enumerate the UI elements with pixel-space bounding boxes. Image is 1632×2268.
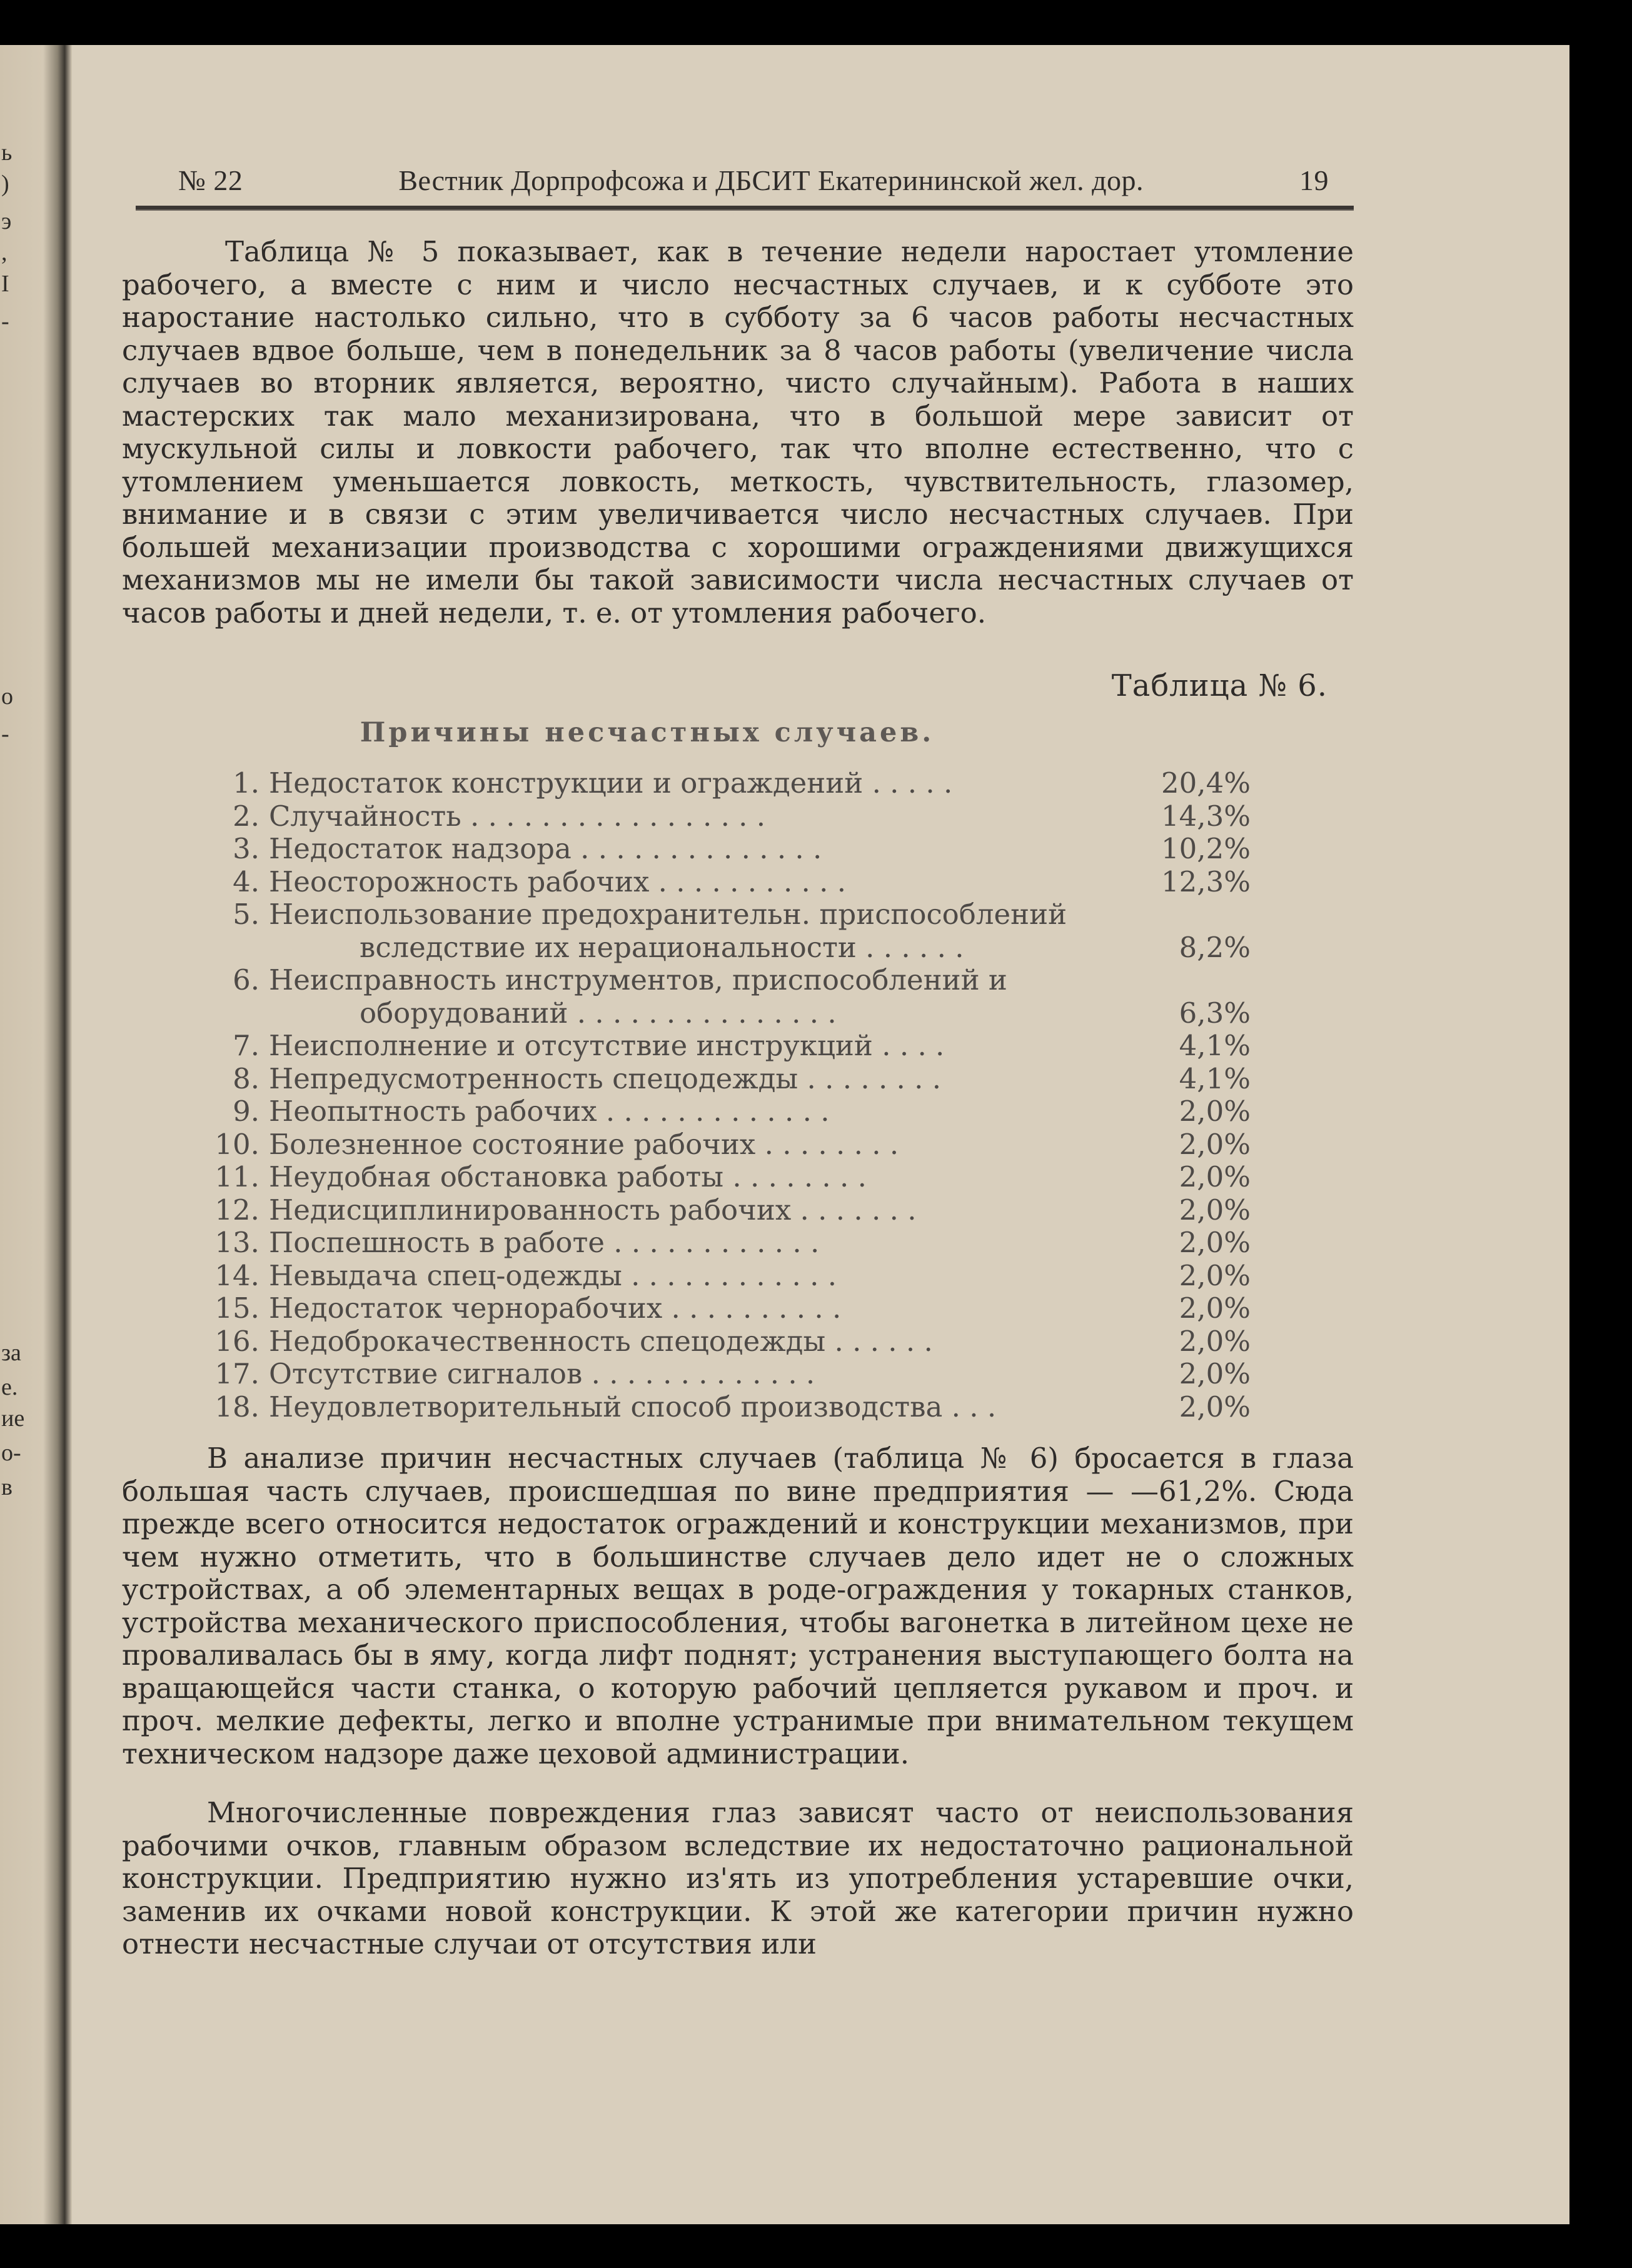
row-number: 17. <box>214 1357 259 1390</box>
previous-page-margin <box>0 45 38 2224</box>
paragraph: В анализе причин несчастных случаев (таблица № 6) бросается в глаза большая часть случаев, происшедшая по вине предприятия — —61,2%. Сюда прежде всего относится недостаток ограждений и конструкции механизмов, при чем нужно отметить, что в большинстве случаев дело идет не о сложных устройствах, а об элементарных вещах в роде-ограждения у токарных станков, устройства механического приспособления, чтобы вагонетка в литейном цехе не проваливалась бы в яму, когда лифт поднят; устранения выступающего болта на вращающейся части станка, о которую рабочий цепляется рукавом и проч. и проч. мелкие дефекты, легко и вполне устранимые при внимательном текущем техническом надзоре даже цеховой администрации. <box>122 1442 1354 1770</box>
row-number: 4. <box>233 865 259 898</box>
running-header <box>122 164 1354 206</box>
row-number: 14. <box>214 1258 259 1292</box>
cause-text: Поспешность в работе . . . . . . . . . . . . <box>269 1226 820 1259</box>
cause-text: Недостаток чернорабочих . . . . . . . . . . <box>269 1292 842 1325</box>
table-row <box>213 767 1251 800</box>
margin-fragment: - <box>1 308 9 334</box>
cause-percent: 8,2% <box>1179 930 1251 964</box>
cause-text: Непредусмотренность спецодежды . . . . . . . . <box>269 1061 942 1095</box>
table-row <box>213 997 1251 1030</box>
cause-percent: 4,1% <box>1179 1061 1251 1095</box>
row-number: 1. <box>233 766 259 800</box>
table-row <box>213 1325 1251 1358</box>
table-row <box>213 1358 1251 1391</box>
cause-percent: 2,0% <box>1179 1226 1251 1259</box>
table-row <box>213 1391 1251 1424</box>
row-number: 3. <box>233 832 259 865</box>
causes-table <box>213 767 1251 1423</box>
cause-percent: 2,0% <box>1179 1292 1251 1325</box>
row-number: 15. <box>214 1292 259 1325</box>
table-row <box>213 1128 1251 1162</box>
cause-percent: 14,3% <box>1161 799 1251 833</box>
margin-fragment: е. <box>1 1374 18 1400</box>
paragraph: Таблица № 5 показывает, как в течение недели наростает утомление рабочего, а вместе с ним и число несчастных случаев, и к субботе это наростание настолько сильно, что в субботу за 6 часов работы несчастных случаев вдвое больше, чем в понедельник за 8 часов работы (увеличение числа случаев во вторник является, вероятно, чисто случайным). Работа в наших мастерских так мало механизирована, что в большой мере зависит от мускульной силы и ловкости рабочего, так что вполне естественно, что с утомлением уменьшается ловкость, меткость, чувствительность, глазомер, внимание и в связи с этим увеличивается число несчастных случаев. При большей механизации производства с хорошими ограждениями движущихся механизмов мы не имели бы такой зависимости числа несчастных случаев от часов работы и дней недели, т. е. от утомления рабочего. <box>122 235 1354 630</box>
margin-fragment: I <box>1 271 9 297</box>
margin-fragment: - <box>1 721 9 747</box>
margin-fragment: ) <box>1 171 9 197</box>
table-row <box>213 1095 1251 1128</box>
margin-fragment: э <box>1 208 12 234</box>
table-row <box>213 1030 1251 1063</box>
cause-percent: 2,0% <box>1179 1258 1251 1292</box>
cause-text: Неисправность инструментов, приспособлений и <box>269 963 1007 996</box>
cause-percent: 6,3% <box>1179 996 1251 1030</box>
table-label: Таблица № 6. <box>1111 668 1327 703</box>
row-number: 16. <box>214 1324 259 1358</box>
row-number: 13. <box>214 1226 259 1259</box>
table-caption: Причины несчастных случаев. <box>360 717 935 748</box>
margin-fragment: в <box>1 1474 13 1500</box>
table-row <box>213 1194 1251 1227</box>
cause-percent: 2,0% <box>1179 1390 1251 1423</box>
table-row <box>213 1161 1251 1194</box>
row-number: 6. <box>233 963 259 996</box>
table-row <box>213 1260 1251 1293</box>
table-row <box>213 1227 1251 1260</box>
cause-text: Случайность . . . . . . . . . . . . . . . . . <box>269 799 766 833</box>
margin-fragment: ие <box>1 1405 25 1432</box>
scanned-page <box>0 45 1569 2224</box>
table-row <box>213 800 1251 833</box>
table-row <box>213 833 1251 866</box>
row-number: 11. <box>214 1160 259 1193</box>
row-number: 5. <box>233 898 259 931</box>
cause-text: Неопытность рабочих . . . . . . . . . . . . . <box>269 1095 830 1128</box>
paragraph: Многочисленные повреждения глаз зависят часто от неиспользования рабочими очков, главным образом вследствие их недостаточно рациональной конструкции. Предприятию нужно из'ять из употребления устаревшие очки, заменив их очками новой конструкции. К этой же категории причин нужно отнести несчастные случаи от отсутствия или <box>122 1796 1354 1960</box>
cause-text: Неисполнение и отсутствие инструкций . . . . <box>269 1029 945 1062</box>
cause-percent: 2,0% <box>1179 1193 1251 1227</box>
cause-percent: 2,0% <box>1179 1357 1251 1390</box>
cause-percent: 12,3% <box>1161 865 1251 898</box>
row-number: 7. <box>233 1029 259 1062</box>
journal-title: Вестник Дорпрофсожа и ДБСИТ Екатерининской жел. дор. <box>398 164 1144 196</box>
cause-text: Неудобная обстановка работы . . . . . . . . <box>269 1160 867 1193</box>
cause-text: Недостаток конструкции и ограждений . . . . . <box>269 766 953 800</box>
table-row <box>213 931 1251 965</box>
page-content <box>122 164 1354 1961</box>
margin-fragment: о <box>1 683 13 710</box>
issue-number: № 22 <box>178 164 243 196</box>
table-row <box>213 1063 1251 1096</box>
cause-percent: 2,0% <box>1179 1095 1251 1128</box>
margin-fragment: , <box>1 239 8 266</box>
cause-text: Неудовлетворительный способ производства . . . <box>269 1390 997 1423</box>
cause-text: Неосторожность рабочих . . . . . . . . . . . <box>269 865 847 898</box>
cause-text: Недисциплинированность рабочих . . . . . . . <box>269 1193 917 1227</box>
row-number: 10. <box>214 1127 259 1161</box>
cause-text: Недостаток надзора . . . . . . . . . . . . . . <box>269 832 822 865</box>
table-row <box>213 1292 1251 1325</box>
cause-text: Неиспользование предохранительн. приспособлений <box>269 898 1067 931</box>
cause-text: Недоброкачественность спецодежды . . . . . . <box>269 1324 933 1358</box>
cause-text: вследствие их нерациональности . . . . . . <box>360 930 964 964</box>
cause-text: Невыдача спец-одежды . . . . . . . . . . . . <box>269 1258 837 1292</box>
row-number: 12. <box>214 1193 259 1227</box>
cause-text: Болезненное состояние рабочих . . . . . . . . <box>269 1127 899 1161</box>
table-row <box>213 898 1251 931</box>
cause-percent: 2,0% <box>1179 1127 1251 1161</box>
cause-text: оборудований . . . . . . . . . . . . . . . <box>360 996 837 1030</box>
margin-fragment: о- <box>1 1440 21 1466</box>
margin-fragment: за <box>1 1340 21 1366</box>
page-number: 19 <box>1299 164 1329 196</box>
header-rule <box>136 206 1354 211</box>
cause-percent: 10,2% <box>1161 832 1251 865</box>
margin-fragment: ь <box>1 139 13 166</box>
cause-percent: 20,4% <box>1161 766 1251 800</box>
cause-percent: 4,1% <box>1179 1029 1251 1062</box>
row-number: 8. <box>233 1061 259 1095</box>
cause-text: Отсутствие сигналов . . . . . . . . . . . . . <box>269 1357 815 1390</box>
table-row <box>213 964 1251 997</box>
cause-percent: 2,0% <box>1179 1160 1251 1193</box>
cause-percent: 2,0% <box>1179 1324 1251 1358</box>
row-number: 9. <box>233 1095 259 1128</box>
table-row <box>213 866 1251 899</box>
row-number: 18. <box>214 1390 259 1423</box>
row-number: 2. <box>233 799 259 833</box>
